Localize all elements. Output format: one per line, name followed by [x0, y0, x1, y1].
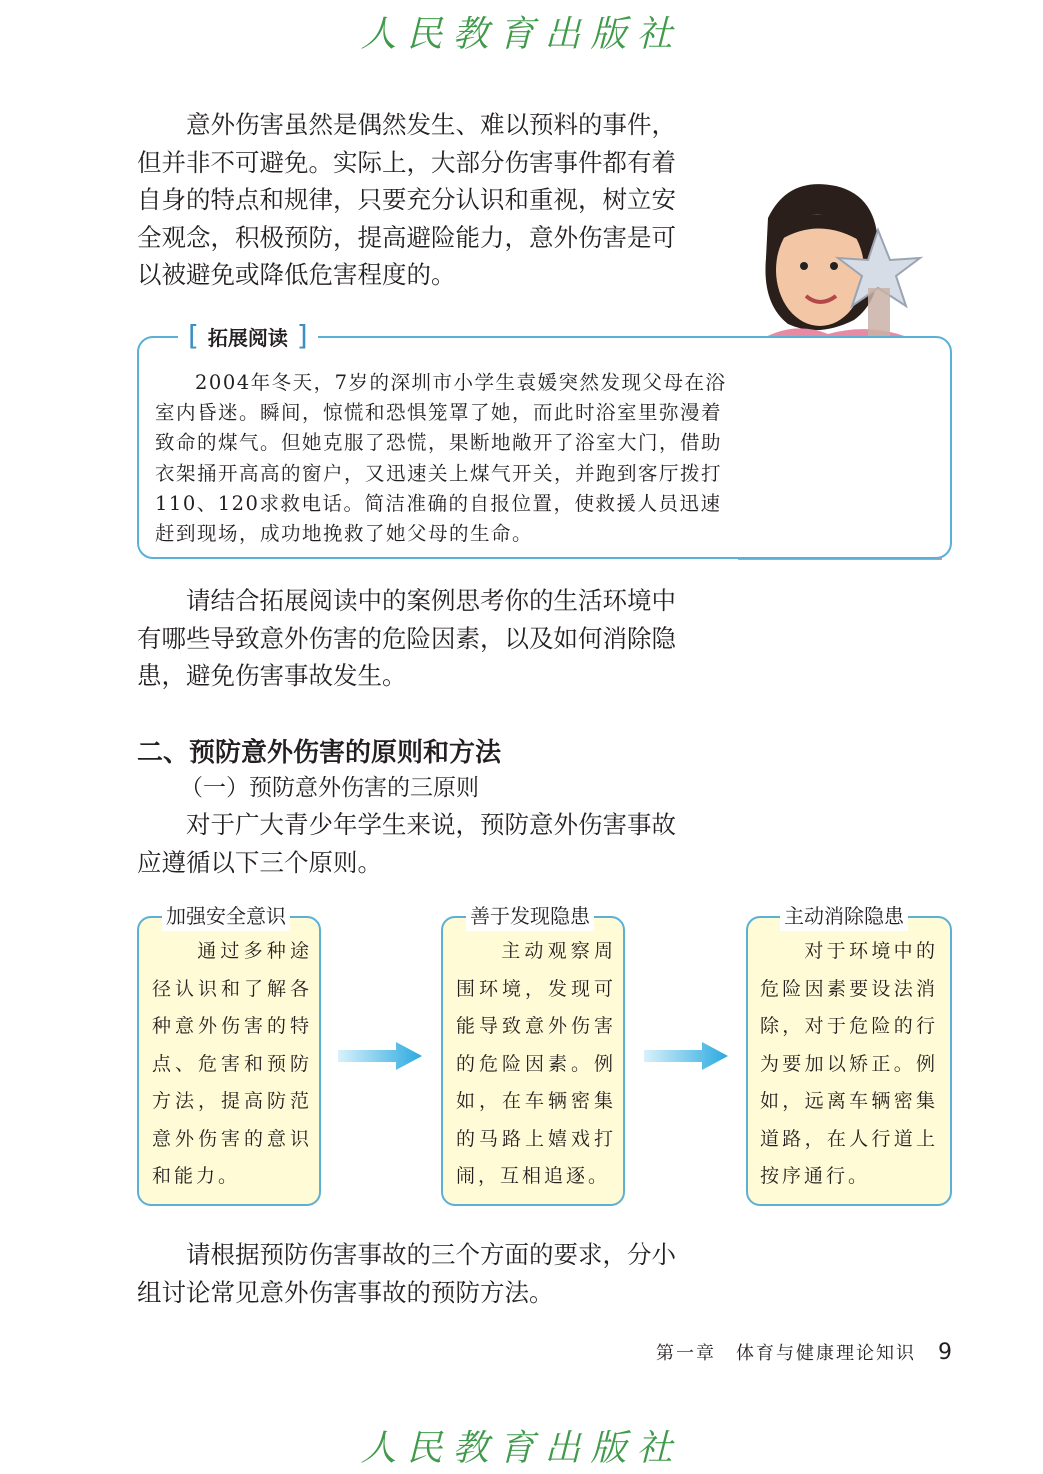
subsection-heading: （一）预防意外伤害的三原则	[180, 775, 479, 801]
footer-chapter-title: 第一章 体育与健康理论知识	[656, 1343, 916, 1364]
extended-reading-text: 2004年冬天，7岁的深圳市小学生袁媛突然发现父母在浴室内昏迷。瞬间，惊慌和恐惧笼罩了她，而此时浴室里弥漫着致命的煤气。但她克服了恐慌，果断地敞开了浴室大门，借助衣架捅开高高的窗户，又迅速关上煤气开关，并跑到客厅拨打110、120求救电话。简洁准确的自报位置，使救援人员迅速赶到现场，成功地挽救了她父母的生命。	[155, 371, 727, 546]
principle-text: 对于环境中的危险因素要设法消除，对于危险的行为要加以矫正。例如，远离车辆密集道路，在人行道上按序通行。	[760, 940, 938, 1187]
principle-text: 主动观察周围环境，发现可能导致意外伤害的危险因素。例如，在车辆密集的马路上嬉戏打闹，互相追逐。	[456, 940, 616, 1187]
right-arrow-icon	[338, 1040, 422, 1072]
intro-paragraph: 意外伤害虽然是偶然发生、难以预料的事件，但并非不可避免。实际上，大部分伤害事件都有着自身的特点和规律，只要充分认识和重视，树立安全观念，积极预防，提高避险能力，意外伤害是可以被避免或降低危害程度的。	[137, 110, 676, 290]
section-heading: 二、预防意外伤害的原则和方法	[137, 738, 502, 768]
principle-title: 主动消除隐患	[780, 901, 908, 931]
publisher-watermark-bottom: 人民教育出版社	[360, 1428, 683, 1469]
extended-reading-label: [ 拓展阅读 ]	[178, 318, 318, 354]
principle-text: 通过多种途径认识和了解各种意外伤害的特点、危害和预防方法，提高防范意外伤害的意识和能力。	[152, 940, 312, 1187]
right-arrow-icon	[644, 1040, 728, 1072]
principle-title: 善于发现隐患	[466, 901, 594, 931]
page-number: 9	[938, 1340, 952, 1365]
discussion-paragraph: 请根据预防伤害事故的三个方面的要求，分小组讨论常见意外伤害事故的预防方法。	[137, 1240, 676, 1307]
publisher-watermark-top: 人民教育出版社	[360, 14, 683, 55]
principles-intro: 对于广大青少年学生来说，预防意外伤害事故应遵循以下三个原则。	[137, 810, 676, 877]
principle-title: 加强安全意识	[162, 901, 290, 931]
reflection-paragraph: 请结合拓展阅读中的案例思考你的生活环境中有哪些导致意外伤害的危险因素，以及如何消除隐患，避免伤害事故发生。	[137, 586, 676, 691]
